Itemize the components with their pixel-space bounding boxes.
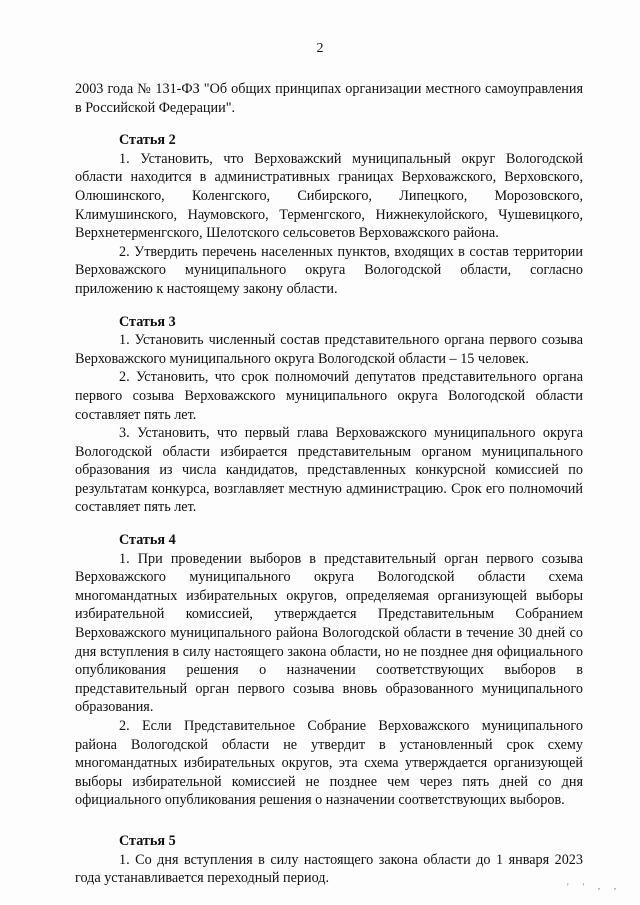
article-3 [75,313,583,518]
article-5 [75,832,583,888]
article-4-heading: Статья 4 [119,532,176,549]
article-4-paragraph-1: 1. При проведении выборов в представительный орган первого созыва Верховажского муниципального округа Вологодской области схема многомандатных избирательных округов, определяемая организующей выборы избирательной комиссией, утверждается Представительным Собранием Верховажского муниципального района Вологодской области в течение 30 дней со дня вступления в силу настоящего закона области, но не позднее дня официального опубликования решения о назначении соответствующих выборов в представительный орган первого созыва вновь образованного муниципального образования. [75,550,583,716]
intro-paragraph: 2003 года № 131-ФЗ "Об общих принципах организации местного самоуправления в Российской Федерации". [75,81,583,116]
document-body [75,80,583,888]
article-2 [75,131,583,298]
article-5-heading: Статья 5 [119,832,176,849]
article-2-paragraph-1: 1. Установить, что Верховажский муниципальный округ Вологодской области находится в административных границах Верховажского, Верховского, Олюшинского, Коленгского, Сибирского, Липецкого, Морозовского, Климушинского, Наумовского, Терменгского, Нижнекулойского, Чушевицкого, Верхнетерменгского, Шелотского сельсоветов Верховажского района. [75,150,583,242]
article-4-paragraph-2: 2. Если Представительное Собрание Верховажского муниципального района Вологодской области не утвердит в установленный срок схему многомандатных избирательных округов, эта схема утверждается организующей выборы избирательной комиссией не позднее чем через пять дней со дня официального опубликования решения о назначении соответствующих выборов. [75,718,583,809]
article-3-heading: Статья 3 [119,313,176,330]
scan-corner-marks: ' ' , , [567,882,622,892]
article-2-heading: Статья 2 [119,132,176,149]
article-2-paragraph-2: 2. Утвердить перечень населенных пунктов, входящих в состав территории Верховажского муниципального округа Вологодской области, согласно приложению к настоящему закону области. [75,243,583,297]
article-3-paragraph-2: 2. Установить, что срок полномочий депутатов представительного органа первого созыва Верховажского муниципального округа Вологодской области составляет пять лет. [75,369,583,423]
page-number: 2 [316,41,324,56]
article-3-paragraph-3: 3. Установить, что первый глава Верховажского муниципального округа Вологодской области избирается представительным органом муниципального образования из числа кандидатов, представленных конкурсной комиссией по результатам конкурса, возглавляет местную администрацию. Срок его полномочий составляет пять лет. [75,425,583,516]
article-4 [75,531,583,810]
article-5-paragraph-1: 1. Со дня вступления в силу настоящего закона области до 1 января 2023 года устанавливается переходный период. [75,851,583,887]
article-3-paragraph-1: 1. Установить численный состав представительного органа первого созыва Верховажского муниципального округа Вологодской области – 15 человек. [75,332,583,367]
